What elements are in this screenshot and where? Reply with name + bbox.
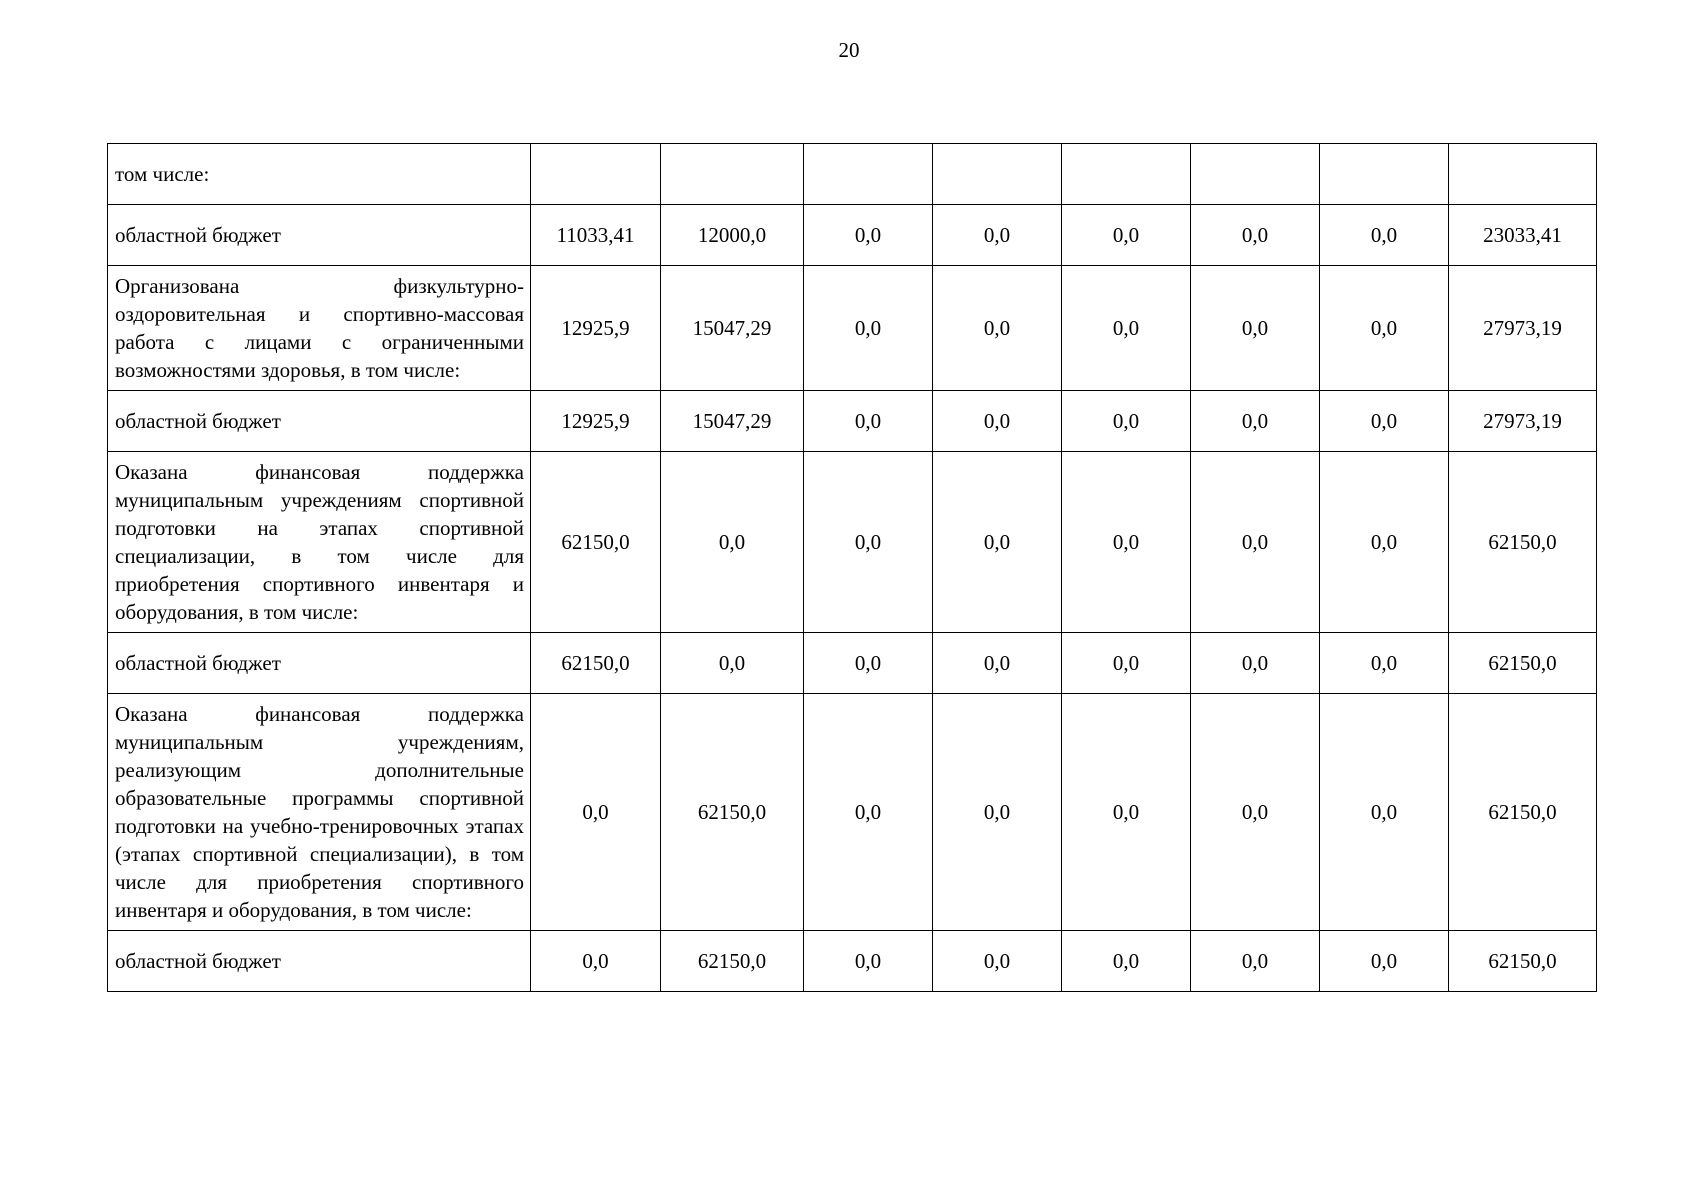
row-label: Оказана финансовая поддержка муниципальным учреждениям спортивной подготовки на этапах спортивной специализации, в том числе для приобретения спортивного инвентаря и оборудования, в том числе: bbox=[108, 452, 531, 633]
table-cell: 62150,0 bbox=[1449, 633, 1597, 694]
table-cell: 12000,0 bbox=[661, 205, 804, 266]
table-cell: 0,0 bbox=[1320, 452, 1449, 633]
table-cell bbox=[1062, 144, 1191, 205]
table-cell: 27973,19 bbox=[1449, 266, 1597, 391]
table-row bbox=[108, 391, 1597, 452]
table-cell: 0,0 bbox=[661, 633, 804, 694]
table-cell: 0,0 bbox=[933, 931, 1062, 992]
table-cell: 0,0 bbox=[1191, 391, 1320, 452]
table-cell: 0,0 bbox=[661, 452, 804, 633]
table-cell: 62150,0 bbox=[531, 633, 661, 694]
table-cell: 0,0 bbox=[1191, 931, 1320, 992]
row-label: Оказана финансовая поддержка муниципальным учреждениям, реализующим дополнительные образовательные программы спортивной подготовки на учебно-тренировочных этапах (этапах спортивной специализации), в том числе для приобретения спортивного инвентаря и оборудования, в том числе: bbox=[108, 694, 531, 931]
table-cell: 0,0 bbox=[933, 452, 1062, 633]
row-label: том числе: bbox=[108, 144, 531, 205]
table-cell: 0,0 bbox=[804, 694, 933, 931]
table-cell: 0,0 bbox=[1062, 205, 1191, 266]
table-cell: 12925,9 bbox=[531, 391, 661, 452]
table-cell: 0,0 bbox=[804, 391, 933, 452]
table-cell: 0,0 bbox=[1320, 931, 1449, 992]
table-cell: 15047,29 bbox=[661, 391, 804, 452]
table-cell: 0,0 bbox=[1062, 266, 1191, 391]
table-cell: 0,0 bbox=[804, 452, 933, 633]
table-cell: 0,0 bbox=[933, 205, 1062, 266]
row-label: областной бюджет bbox=[108, 931, 531, 992]
table-row bbox=[108, 633, 1597, 694]
table-cell bbox=[804, 144, 933, 205]
table-cell: 0,0 bbox=[933, 391, 1062, 452]
table-cell: 62150,0 bbox=[1449, 452, 1597, 633]
table-cell: 0,0 bbox=[804, 205, 933, 266]
table-cell: 62150,0 bbox=[661, 931, 804, 992]
row-label: областной бюджет bbox=[108, 391, 531, 452]
budget-table bbox=[107, 143, 1597, 992]
table-cell: 0,0 bbox=[1191, 694, 1320, 931]
table-cell: 0,0 bbox=[1062, 694, 1191, 931]
table-cell: 0,0 bbox=[804, 633, 933, 694]
table-cell: 62150,0 bbox=[1449, 931, 1597, 992]
table-cell: 27973,19 bbox=[1449, 391, 1597, 452]
table-cell: 12925,9 bbox=[531, 266, 661, 391]
table-cell: 0,0 bbox=[933, 633, 1062, 694]
table-cell: 0,0 bbox=[1191, 633, 1320, 694]
table-cell: 0,0 bbox=[1191, 266, 1320, 391]
row-label: областной бюджет bbox=[108, 633, 531, 694]
table-cell: 0,0 bbox=[933, 694, 1062, 931]
table-body bbox=[108, 144, 1597, 992]
table-cell: 0,0 bbox=[1062, 931, 1191, 992]
table-cell bbox=[1191, 144, 1320, 205]
table-cell: 0,0 bbox=[804, 931, 933, 992]
table-row bbox=[108, 452, 1597, 633]
table-cell: 23033,41 bbox=[1449, 205, 1597, 266]
table-cell: 0,0 bbox=[531, 694, 661, 931]
table-cell: 0,0 bbox=[1062, 633, 1191, 694]
table-cell: 11033,41 bbox=[531, 205, 661, 266]
table-cell bbox=[933, 144, 1062, 205]
table-cell bbox=[1320, 144, 1449, 205]
table-cell: 0,0 bbox=[1320, 633, 1449, 694]
table-row bbox=[108, 694, 1597, 931]
table-cell: 15047,29 bbox=[661, 266, 804, 391]
table-row bbox=[108, 931, 1597, 992]
table-cell: 0,0 bbox=[1320, 266, 1449, 391]
table-cell bbox=[1449, 144, 1597, 205]
table-cell: 0,0 bbox=[804, 266, 933, 391]
table-cell: 0,0 bbox=[1062, 452, 1191, 633]
table-cell: 0,0 bbox=[531, 931, 661, 992]
table-cell bbox=[661, 144, 804, 205]
table-row bbox=[108, 144, 1597, 205]
table-cell: 62150,0 bbox=[531, 452, 661, 633]
table-cell: 0,0 bbox=[933, 266, 1062, 391]
table-cell: 0,0 bbox=[1320, 391, 1449, 452]
table-cell bbox=[531, 144, 661, 205]
table-row bbox=[108, 205, 1597, 266]
table-cell: 62150,0 bbox=[661, 694, 804, 931]
row-label: Организована физкультурно-оздоровительная и спортивно-массовая работа с лицами с ограниченными возможностями здоровья, в том числе: bbox=[108, 266, 531, 391]
table-cell: 0,0 bbox=[1191, 452, 1320, 633]
table-cell: 0,0 bbox=[1062, 391, 1191, 452]
table-cell: 0,0 bbox=[1191, 205, 1320, 266]
table-cell: 0,0 bbox=[1320, 694, 1449, 931]
table-cell: 62150,0 bbox=[1449, 694, 1597, 931]
row-label: областной бюджет bbox=[108, 205, 531, 266]
page-number: 20 bbox=[838, 38, 860, 62]
table-row bbox=[108, 266, 1597, 391]
table-cell: 0,0 bbox=[1320, 205, 1449, 266]
